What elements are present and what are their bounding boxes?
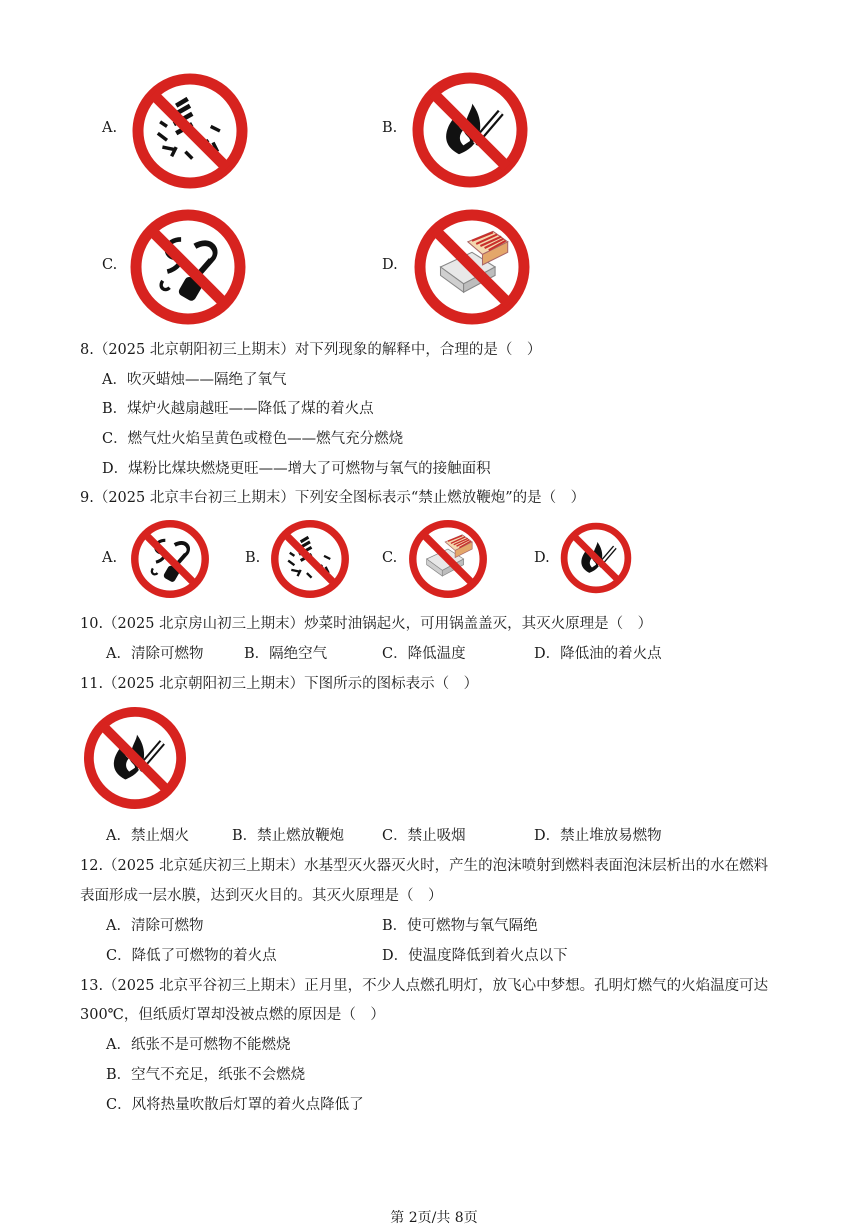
question-8-stem: 8.（2025 北京朝阳初三上期末）对下列现象的解释中，合理的是（ ） (80, 342, 542, 358)
question-10-option-a: A．清除可燃物 (106, 646, 204, 662)
option-label-c: C. (102, 257, 118, 273)
q9-label-d: D. (534, 550, 550, 566)
q9-no-firecracker-sign-icon (268, 517, 352, 601)
question-13-option-a: A．纸张不是可燃物不能燃烧 (106, 1037, 291, 1053)
question-13-option-b: B．空气不充足，纸张不会燃烧 (106, 1067, 306, 1083)
question-8-option-c: C．燃气灶火焰呈黄色或橙色——燃气充分燃烧 (102, 431, 404, 447)
question-11-option-c: C．禁止吸烟 (382, 828, 466, 844)
q9-no-open-flame-sign-icon (558, 520, 634, 596)
q9-no-smoking-sign-icon (128, 517, 212, 601)
question-12-stem-line2: 表面形成一层水膜，达到灭火目的。其灭火原理是（ ） (80, 888, 443, 904)
question-13-stem-line2: 300℃，但纸质灯罩却没被点燃的原因是（ ） (80, 1007, 385, 1023)
question-11-option-d: D．禁止堆放易燃物 (534, 828, 662, 844)
question-12-option-d: D．使温度降低到着火点以下 (382, 948, 568, 964)
question-10-option-b: B．隔绝空气 (244, 646, 328, 662)
question-12-stem-line1: 12.（2025 北京延庆初三上期末）水基型灭火器灭火时，产生的泡沫喷射到燃料表面泡沫层析出的水在燃料 (80, 858, 769, 874)
question-11-stem: 11.（2025 北京朝阳初三上期末）下图所示的图标表示（ ） (80, 676, 479, 692)
question-12-option-c: C．降低了可燃物的着火点 (106, 948, 277, 964)
q9-label-a: A. (102, 550, 118, 566)
question-10-option-c: C．降低温度 (382, 646, 466, 662)
question-13-option-c: C．风将热量吹散后灯罩的着火点降低了 (106, 1097, 364, 1113)
no-smoking-sign-icon (126, 206, 250, 328)
q9-no-matches-sign-icon (406, 517, 490, 601)
question-8-option-b: B．煤炉火越扇越旺——降低了煤的着火点 (102, 401, 374, 417)
option-label-b: B. (382, 120, 398, 136)
q9-label-c: C. (382, 550, 398, 566)
option-label-d: D. (382, 257, 398, 273)
option-label-a: A. (102, 120, 118, 136)
q11-no-open-flame-sign-icon (80, 703, 190, 813)
question-10-stem: 10.（2025 北京房山初三上期末）炒菜时油锅起火，可用锅盖盖灭，其灭火原理是（ ） (80, 616, 653, 632)
question-8-option-d: D．煤粉比煤块燃烧更旺——增大了可燃物与氧气的接触面积 (102, 461, 491, 477)
no-matches-sign-icon (410, 206, 534, 328)
question-11-option-b: B．禁止燃放鞭炮 (232, 828, 345, 844)
question-10-option-d: D．降低油的着火点 (534, 646, 662, 662)
question-12-option-a: A．清除可燃物 (106, 918, 204, 934)
question-12-option-b: B．使可燃物与氧气隔绝 (382, 918, 538, 934)
no-firecracker-sign-icon (128, 70, 252, 192)
question-8-option-a: A．吹灭蜡烛——隔绝了氧气 (102, 372, 287, 388)
page-number: 第 2页/共 8页 (390, 1210, 478, 1226)
question-9-stem: 9.（2025 北京丰台初三上期末）下列安全图标表示“禁止燃放鞭炮”的是（ ） (80, 490, 586, 506)
q9-label-b: B. (245, 550, 261, 566)
question-11-option-a: A．禁止烟火 (106, 828, 189, 844)
question-13-stem-line1: 13.（2025 北京平谷初三上期末）正月里，不少人点燃孔明灯，放飞心中梦想。孔明灯燃气的火焰温度可达 (80, 978, 769, 994)
no-open-flame-sign-icon (408, 68, 532, 192)
